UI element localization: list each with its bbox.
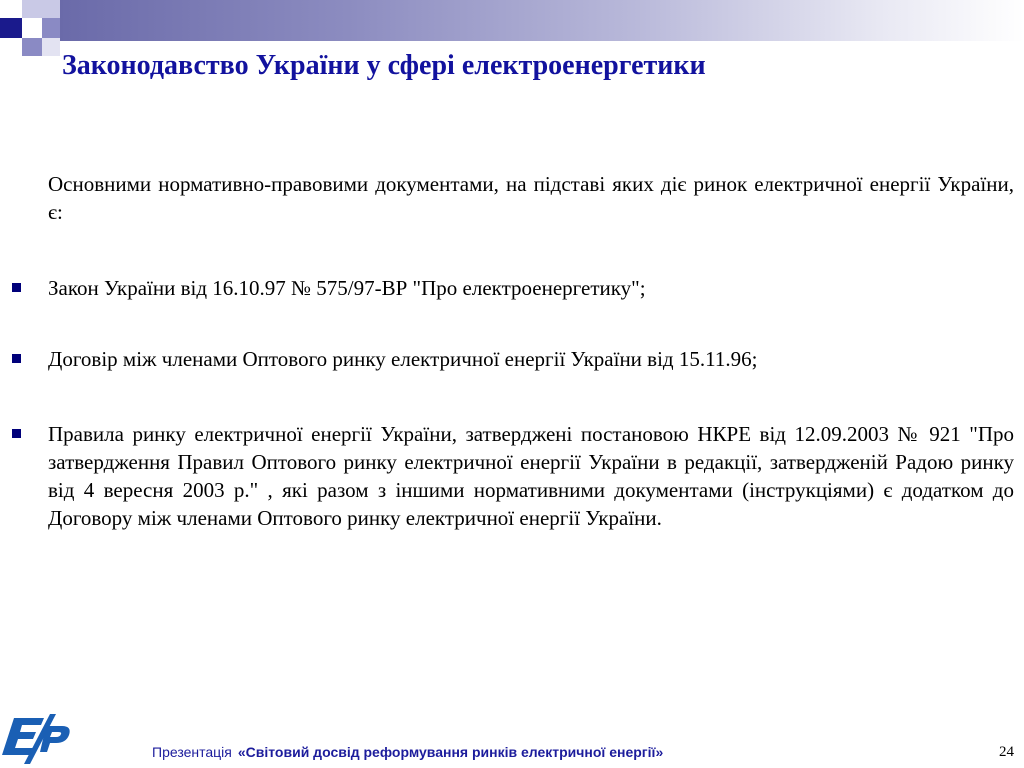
list-item-text: Правила ринку електричної енергії України, затверджені постановою НКРЕ від 12.09.2003 № 921 "Про затвердження Правил Оптового ринку електричної енергії України в редакції, затвердженій Радою ринку від 4 вересня 2003 р." , які разом з іншими нормативними документами (інструкціями) є додатком до Договору між членами Оптового ринку електричної енергії України. [48, 422, 1014, 530]
list-item-text: Закон України від 16.10.97 № 575/97-ВР "Про електроенергетику"; [48, 276, 646, 300]
header-gradient-bar [58, 0, 1024, 41]
course-title: «Світовий досвід реформування ринків електричної енергії» [237, 744, 664, 760]
slide-footer [0, 700, 1024, 768]
square-bullet-icon [12, 354, 21, 363]
square-bullet-icon [12, 429, 21, 438]
page-title: Законодавство України у сфері електроенергетики [62, 50, 706, 81]
ep-logo-icon [0, 712, 72, 764]
page-number: 24 [999, 744, 1014, 760]
list-item-text: Договір між членами Оптового ринку електричної енергії України від 15.11.96; [48, 347, 758, 371]
square-bullet-icon [12, 283, 21, 292]
presentation-label: Презентація [152, 744, 232, 760]
footer-caption [152, 744, 663, 760]
intro-paragraph: Основними нормативно-правовими документами, на підставі яких діє ринок електричної енергії України, є: [48, 172, 1014, 224]
